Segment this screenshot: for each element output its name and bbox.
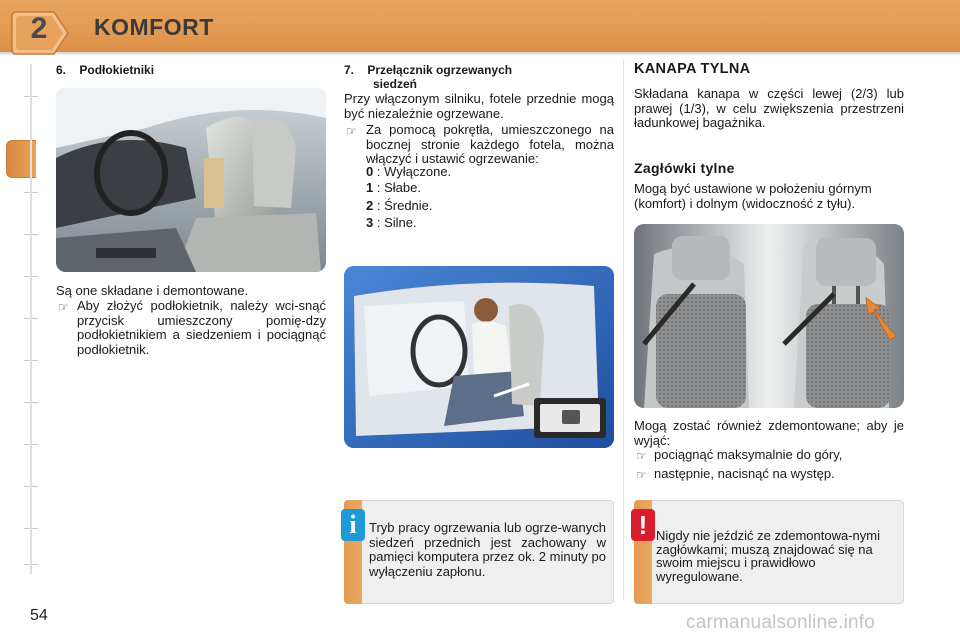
chapter-number: 2 <box>30 12 48 45</box>
section-heading-seat-heating-cont: siedzeń <box>373 77 418 91</box>
heat-level-1 <box>366 181 421 196</box>
warning-icon: ! <box>631 509 655 541</box>
hand-pointer-icon: ☞ <box>636 468 647 482</box>
heated-seat-photo <box>344 266 614 448</box>
removal-paragraph: Mogą zostać również zdemontowane; aby je wyjąć: <box>634 418 904 448</box>
heat-level-number: 2 <box>366 198 374 213</box>
section-title-rear-seat: KANAPA TYLNA <box>634 61 751 77</box>
headrest-illustration <box>634 224 904 408</box>
heading-number: 7. <box>344 63 355 77</box>
page-title: KOMFORT <box>94 14 214 40</box>
rear-seat-paragraph: Składana kanapa w części lewej (2/3) lub prawej (1/3), w celu zwiększenia przestrzeni ładunkowej bagażnika. <box>634 86 904 130</box>
heat-level-label: : Średnie. <box>376 198 433 213</box>
column-divider <box>623 60 624 600</box>
warning-note-text: Nigdy nie jeździć ze zdemontowa-nymi zagłówkami; muszą znajdować się na swoim miejscu i prawidłowo wyregulowane. <box>656 528 880 584</box>
heat-level-label: : Słabe. <box>376 180 421 195</box>
heat-level-number: 3 <box>366 215 374 230</box>
tab-rail <box>30 64 32 574</box>
heat-level-2 <box>366 199 433 214</box>
heat-level-label: : Wyłączone. <box>376 164 452 179</box>
armrest-bullet-text: Aby złożyć podłokietnik, należy wci-snąć przycisk umieszczony pomię-dzy podłokietnikiem a siedzeniem i pociągnąć podłokietnik. <box>77 298 326 357</box>
seat-heating-bullet-text: Za pomocą pokrętła, umieszczonego na bocznej stronie każdego fotela, można włączyć i ustawić ogrzewanie: <box>366 122 614 166</box>
page-number: 54 <box>30 607 48 624</box>
seat-heating-paragraph: Przy włączonym silniku, fotele przednie mogą być niezależnie ogrzewane. <box>344 91 614 121</box>
heat-level-3 <box>366 216 417 231</box>
header-shadow <box>0 52 960 56</box>
subsection-title-headrests: Zagłówki tylne <box>634 160 735 176</box>
info-note-text: Tryb pracy ogrzewania lub ogrze-wanych siedzeń przednich jest zachowany w pamięci komputera przez ok. 2 minuty po wyłączeniu zapłonu. <box>369 520 606 579</box>
hand-pointer-icon: ☞ <box>346 124 357 138</box>
armrest-photo <box>56 88 326 272</box>
heading-label: Przełącznik ogrzewanych <box>367 63 513 77</box>
section-heading-armrests <box>56 63 154 77</box>
removal-step-2: następnie, nacisnąć na występ. <box>654 466 835 481</box>
info-icon: i <box>341 509 365 541</box>
chapter-tabs <box>6 64 32 574</box>
armrest-illustration <box>56 88 326 272</box>
heat-level-0 <box>366 165 451 180</box>
heat-level-label: : Silne. <box>376 215 417 230</box>
hand-pointer-icon: ☞ <box>58 300 69 314</box>
heated-seat-illustration <box>344 266 614 448</box>
removal-step-1: pociągnąć maksymalnie do góry, <box>654 447 843 462</box>
headrests-paragraph: Mogą być ustawione w położeniu górnym (komfort) i dolnym (widoczność z tyłu). <box>634 181 872 211</box>
watermark: carmanualsonline.info <box>686 612 876 633</box>
heat-level-number: 1 <box>366 180 374 195</box>
section-heading-seat-heating <box>344 63 614 77</box>
hand-pointer-icon: ☞ <box>636 449 647 463</box>
heading-number: 6. <box>56 63 67 77</box>
headrest-photo <box>634 224 904 408</box>
armrest-paragraph: Są one składane i demontowane. <box>56 283 249 298</box>
heat-level-number: 0 <box>366 164 374 179</box>
heading-label: Podłokietniki <box>79 63 155 77</box>
